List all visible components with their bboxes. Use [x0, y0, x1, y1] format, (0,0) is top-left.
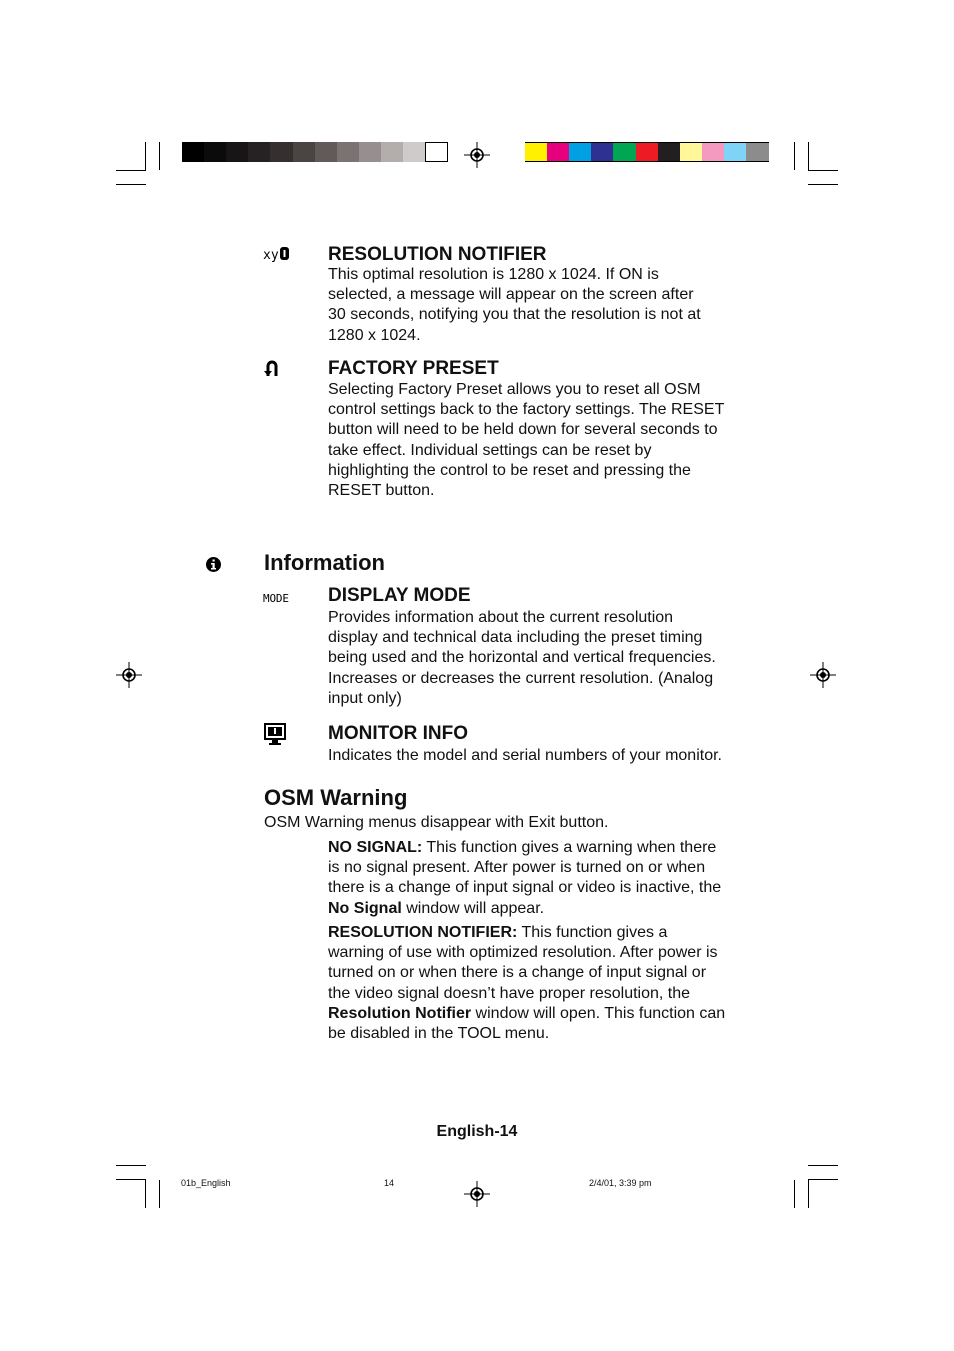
crop-mark — [159, 1180, 160, 1208]
crop-mark — [808, 1180, 809, 1208]
osm-warning-intro: OSM Warning menus disappear with Exit button. — [264, 814, 609, 831]
mode-icon — [263, 590, 291, 609]
gray-swatch — [248, 142, 271, 162]
crop-mark — [808, 142, 809, 170]
process-swatch — [591, 142, 614, 162]
monitor-info-icon — [264, 723, 286, 747]
display-mode-heading: DISPLAY MODE — [328, 585, 471, 606]
registration-mark-icon — [116, 662, 142, 688]
registration-mark-icon — [810, 662, 836, 688]
gray-swatch — [204, 142, 227, 162]
monitor-info-heading: MONITOR INFO — [328, 723, 469, 744]
gray-swatch — [359, 142, 382, 162]
info-icon — [206, 557, 221, 572]
gray-swatch — [337, 142, 360, 162]
process-swatch — [636, 142, 659, 162]
reset-arrow-icon — [263, 360, 283, 378]
resolution-notifier-heading: RESOLUTION NOTIFIER — [328, 244, 547, 265]
process-swatch — [547, 142, 570, 162]
gray-swatch — [315, 142, 338, 162]
gray-swatch — [226, 142, 249, 162]
crop-mark — [808, 184, 838, 185]
slug-file-name: 01b_English — [181, 1178, 231, 1188]
process-swatch — [702, 142, 725, 162]
resolution-notifier-warning-paragraph: RESOLUTION NOTIFIER: This function gives a warning of use with optimized resolution. After power is turned on or when there is a change of input signal or the video signal doesn’t have proper resolution, the Resolution Notifier window will open. This function can be disabled in the TOOL menu. — [328, 924, 726, 1043]
crop-mark — [794, 142, 795, 170]
gray-swatch — [425, 142, 448, 162]
process-swatch — [613, 142, 636, 162]
crop-mark — [808, 170, 838, 171]
factory-preset-heading: FACTORY PRESET — [328, 358, 499, 379]
resolution-notifier-text: This optimal resolution is 1280 x 1024. If ON is selected, a message will appear on the screen after 30 seconds, notifying you that the resolution is not at 1280 x 1024. — [328, 266, 701, 344]
registration-mark-icon — [464, 142, 490, 168]
slug-timestamp: 2/4/01, 3:39 pm — [589, 1178, 652, 1188]
monitor-info-text: Indicates the model and serial numbers of your monitor. — [328, 747, 722, 764]
xy-info-icon — [263, 245, 291, 267]
osm-warning-heading: OSM Warning — [264, 785, 408, 810]
process-swatch — [746, 142, 769, 162]
gray-swatch — [182, 142, 205, 162]
display-mode-text: Provides information about the current resolution display and technical data including the preset timing being used and the horizontal and vertical frequencies. Increases or decreases the current resolution. (Analog input only) — [328, 609, 716, 707]
crop-mark — [145, 142, 146, 170]
process-swatch — [569, 142, 592, 162]
crop-mark — [808, 1179, 838, 1180]
registration-mark-icon — [464, 1181, 490, 1207]
process-swatch — [680, 142, 703, 162]
crop-mark — [116, 1179, 146, 1180]
information-heading: Information — [264, 550, 385, 575]
svg-text:xy: xy — [263, 248, 279, 263]
gray-swatch — [403, 142, 426, 162]
slug-page-number: 14 — [384, 1178, 395, 1188]
page-label: English-14 — [436, 1123, 518, 1140]
crop-mark — [145, 1180, 146, 1208]
gray-swatch — [270, 142, 293, 162]
no-signal-paragraph: NO SIGNAL: This function gives a warning when there is no signal present. After power is turned on or when there is a change of input signal or video is inactive, the No Signal window will appear. — [328, 839, 722, 917]
process-swatch — [658, 142, 681, 162]
resolution-notifier-label: RESOLUTION NOTIFIER: — [328, 924, 518, 941]
crop-mark — [116, 1165, 146, 1166]
crop-mark — [116, 184, 146, 185]
crop-mark — [116, 170, 146, 171]
crop-mark — [159, 142, 160, 170]
process-swatch — [525, 142, 548, 162]
crop-mark — [794, 1180, 795, 1208]
factory-preset-text: Selecting Factory Preset allows you to reset all OSM control settings back to the factory settings. The RESET button will need to be held down for several seconds to take effect. Individual settings can be reset by highlighting the control to be reset and pressing the RESET button. — [328, 381, 725, 500]
svg-text:MODE: MODE — [263, 592, 289, 604]
no-signal-label: NO SIGNAL: — [328, 839, 423, 856]
gray-swatch — [381, 142, 404, 162]
crop-mark — [808, 1165, 838, 1166]
gray-swatch — [293, 142, 316, 162]
process-swatch — [724, 142, 747, 162]
